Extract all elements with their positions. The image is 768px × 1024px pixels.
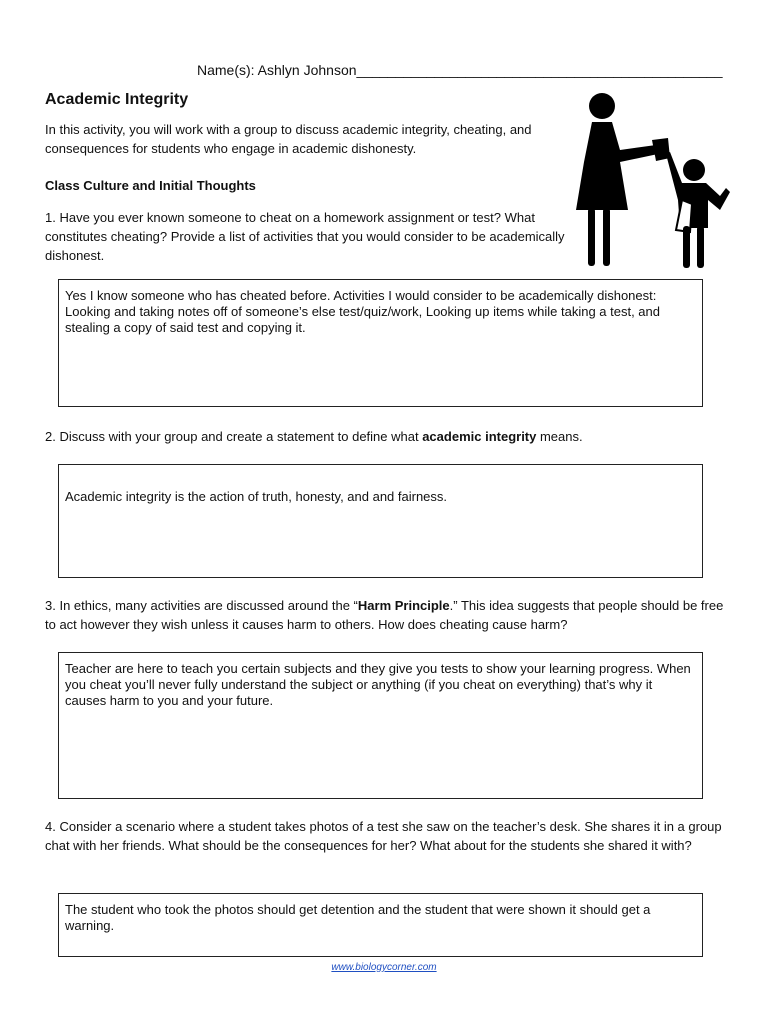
answer-box-3[interactable]: Teacher are here to teach you certain subjects and they give you tests to show your learning progress. When you cheat you’ll never fully understand the subject or anything (if you cheat on everything) that’s why it causes harm to you and your future. [58, 652, 703, 799]
intro-paragraph: In this activity, you will work with a group to discuss academic integrity, cheating, and consequences for students who engage in academic dishonesty. [45, 122, 532, 156]
question-2 [45, 427, 725, 446]
name-label: Name(s): Ashlyn Johnson [197, 62, 357, 78]
question-2-term: academic integrity [422, 429, 537, 444]
question-3-text: 3. In ethics, many activities are discussed around the “ [45, 598, 358, 613]
question-3 [45, 596, 725, 634]
question-1: 1. Have you ever known someone to cheat on a homework assignment or test? What constitutes cheating? Provide a list of activities that you would consider to be academically dishonest. [45, 210, 565, 263]
name-underline: _______________________________________________ [356, 62, 723, 78]
question-3-text-end: .” This idea suggests that people should be free to act however they wish unless it causes harm to others. How does cheating cause harm? [45, 598, 724, 632]
page-title: Academic Integrity [45, 91, 189, 108]
answer-box-4[interactable]: The student who took the photos should get detention and the student that were shown it should get a warning. [58, 893, 703, 957]
name-field [197, 62, 722, 78]
footer-link[interactable]: www.biologycorner.com [331, 962, 437, 973]
answer-box-2[interactable]: Academic integrity is the action of truth, honesty, and and fairness. [58, 464, 703, 578]
teacher-and-student-icon [570, 88, 735, 273]
answer-box-1[interactable]: Yes I know someone who has cheated before. Activities I would consider to be academically dishonest: Looking and taking notes off of someone’s else test/quiz/work, Looking up items while taking a test, and stealing a copy of said test and copying it. [58, 279, 703, 407]
question-3-term: Harm Principle [357, 598, 450, 613]
section-heading: Class Culture and Initial Thoughts [45, 178, 256, 193]
question-2-text: 2. Discuss with your group and create a statement to define what [45, 429, 423, 444]
question-4: 4. Consider a scenario where a student takes photos of a test she saw on the teacher’s desk. She shares it in a group chat with her friends. What should be the consequences for her? What about for the students she shared it with? [45, 819, 722, 853]
question-2-text-end: means. [536, 429, 583, 444]
